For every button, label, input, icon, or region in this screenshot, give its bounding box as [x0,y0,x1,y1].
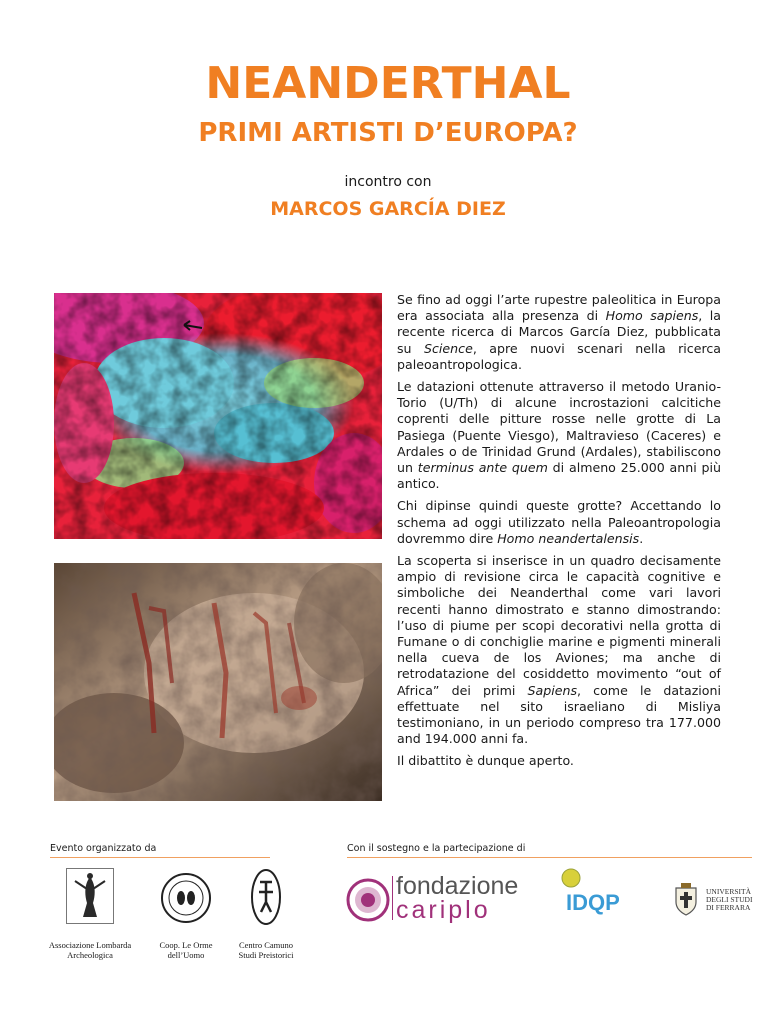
unife-crest-icon [672,882,700,916]
orme-caption: Coop. Le Orme dell’Uomo [159,940,213,960]
cariplo-divider [392,876,393,920]
cave-art-falsecolor-photo [54,293,382,539]
paragraph-4: La scoperta si inserisce in un quadro decisamente ampio di revisione circa le capacità cognitive e simboliche dei Neanderthal come vari lavori recenti hanno dimostrato e stanno dimostrando: l’uso di piume per scopi decorativi nella grotta di Fumane o di conchiglie marine e pigmenti minerali nella cueva de los Aviones; ma anche di retrodatazione del cosiddetto movimento “out of Africa” dei primi Sapiens, come le datazioni effettuate nel sito israeliano di Misliya testimoniano, in un periodo compreso tra 177.000 and 194.000 anni fa. [397,553,721,747]
sponsors-divider [347,857,752,858]
ala-caption: Associazione Lombarda Archeologica [48,940,132,960]
paragraph-1: Se fino ad oggi l’arte rupestre paleolitica in Europa era associata alla presenza di Homo sapiens, la recente ricerca di Marcos García Diez, pubblicata su Science, apre nuovi scenari nella ricerca paleoantropologica. [397,292,722,372]
paragraph-5: Il dibattito è dunque aperto. [397,753,574,769]
idqp-logo: IDQP [566,890,620,915]
ala-logo [66,868,114,924]
ccsp-logo [250,868,282,926]
poster-title: NEANDERTHAL [205,58,571,109]
cariplo-seal-icon [346,878,390,922]
idqp-sun-icon [561,868,581,888]
speaker-name: MARCOS GARCÍA DIEZ [270,198,506,220]
sponsors-label: Con il sostegno e la partecipazione di [347,843,526,854]
unife-logo-text: UNIVERSITÀ DEGLI STUDI DI FERRARA [706,887,753,912]
paragraph-2: Le datazioni ottenute attraverso il metodo Uranio-Torio (U/Th) di alcune incrostazioni calcitiche coprenti delle pitture rosse nelle grotte di La Pasiega (Puente Viesgo), Maltravieso (Caceres) e Ardales o de Trinidad Grund (Ardales), stabiliscono un terminus ante quem di almeno 25.000 anni più antico. [397,379,721,492]
organizers-divider [50,857,270,858]
organizers-label: Evento organizzato da [50,843,157,854]
paragraph-3: Chi dipinse quindi queste grotte? Accettando lo schema ad oggi utilizzato nella Paleoantropologia dovremmo dire Homo neandertalensis. [397,498,721,546]
meeting-label: incontro con [344,174,432,190]
fondazione-cariplo-logo: fondazione cariplo [396,872,519,924]
cave-art-natural-photo [54,563,382,801]
orme-logo [160,872,212,924]
article-text [397,292,721,776]
ccsp-caption: Centro Camuno Studi Preistorici [238,940,294,960]
poster-subtitle: PRIMI ARTISTI D’EUROPA? [198,118,578,148]
